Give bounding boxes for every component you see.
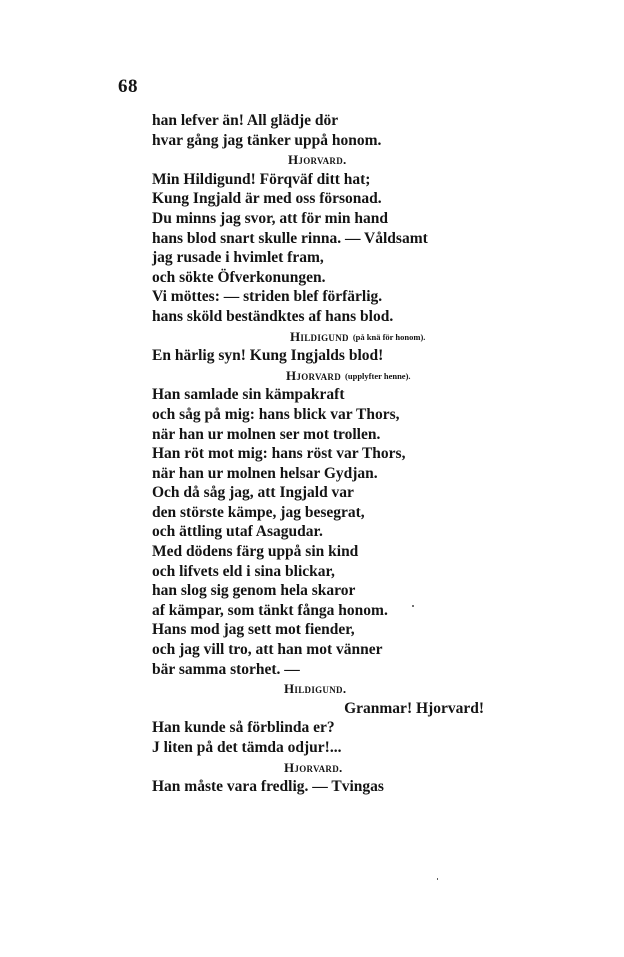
verse-line: den störste kämpe, jag besegrat, — [152, 503, 365, 521]
speaker-heading — [152, 679, 492, 699]
verse-line: och jag vill tro, att han mot vänner — [152, 641, 383, 659]
stage-direction: (på knä för honom). — [352, 331, 426, 342]
verse-line: han slog sig genom hela skaror — [152, 582, 356, 600]
verse-line: Hans mod jag sett mot fiender, — [152, 621, 355, 639]
verse-line: Han måste vara fredlig. — Tvingas — [152, 778, 384, 796]
speaker-name: Hjorvard — [286, 367, 342, 383]
verse-line: när han ur molnen helsar Gydjan. — [152, 464, 378, 482]
verse-line: af kämpar, som tänkt fånga honom. — [152, 601, 388, 619]
speaker-name: Hjorvard. — [288, 152, 347, 168]
verse-line: Vi möttes: — striden blef förfärlig. — [152, 288, 383, 306]
speaker-name: Hildigund. — [284, 681, 347, 697]
page-number: 68 — [118, 76, 138, 97]
ink-speck — [437, 878, 438, 880]
verse-line: Kung Ingjald är med oss försonad. — [152, 190, 382, 208]
verse-line: och ättling utaf Asagudar. — [152, 523, 323, 541]
speaker-heading — [152, 366, 492, 386]
verse-line: J liten på det tämda odjur!... — [152, 739, 342, 756]
verse-line: Med dödens färg uppå sin kind — [152, 543, 359, 561]
ink-speck — [412, 605, 414, 607]
verse-line: han lefver än! All glädje dör — [152, 112, 339, 129]
verse-line: Han röt mot mig: hans röst var Thors, — [152, 445, 406, 463]
verse-text — [152, 111, 492, 797]
speaker-name: Hjorvard. — [284, 759, 343, 775]
verse-line: Och då såg jag, att Ingjald var — [152, 484, 354, 502]
speaker-heading — [152, 327, 492, 347]
verse-line: hans sköld beständktes af hans blod. — [152, 307, 394, 325]
speaker-name: Hildigund — [290, 328, 349, 344]
stage-direction: (upplyfter henne). — [345, 370, 411, 381]
verse-line: Han kunde så förblinda er? — [152, 719, 335, 737]
verse-line: och lifvets eld i sina blickar, — [152, 562, 335, 580]
speaker-heading — [152, 150, 492, 170]
verse-line: och såg på mig: hans blick var Thors, — [152, 405, 400, 423]
verse-line: En härlig syn! Kung Ingjalds blod! — [152, 347, 384, 365]
verse-line: Du minns jag svor, att för min hand — [152, 209, 388, 227]
verse-line: hvar gång jag tänker uppå honom. — [152, 131, 382, 149]
verse-line: bär samma storhet. — — [152, 660, 300, 678]
verse-line: jag rusade i hvimlet fram, — [152, 249, 324, 267]
verse-line: Granmar! Hjorvard! — [344, 699, 484, 717]
verse-line: och sökte Öfverkonungen. — [152, 268, 326, 286]
speaker-heading — [152, 758, 492, 778]
verse-line: Han samlade sin kämpakraft — [152, 386, 345, 404]
verse-line: Min Hildigund! Förqväf ditt hat; — [152, 170, 371, 188]
verse-line: hans blod snart skulle rinna. — Våldsamt — [152, 229, 428, 247]
verse-line: när han ur molnen ser mot trollen. — [152, 425, 381, 443]
